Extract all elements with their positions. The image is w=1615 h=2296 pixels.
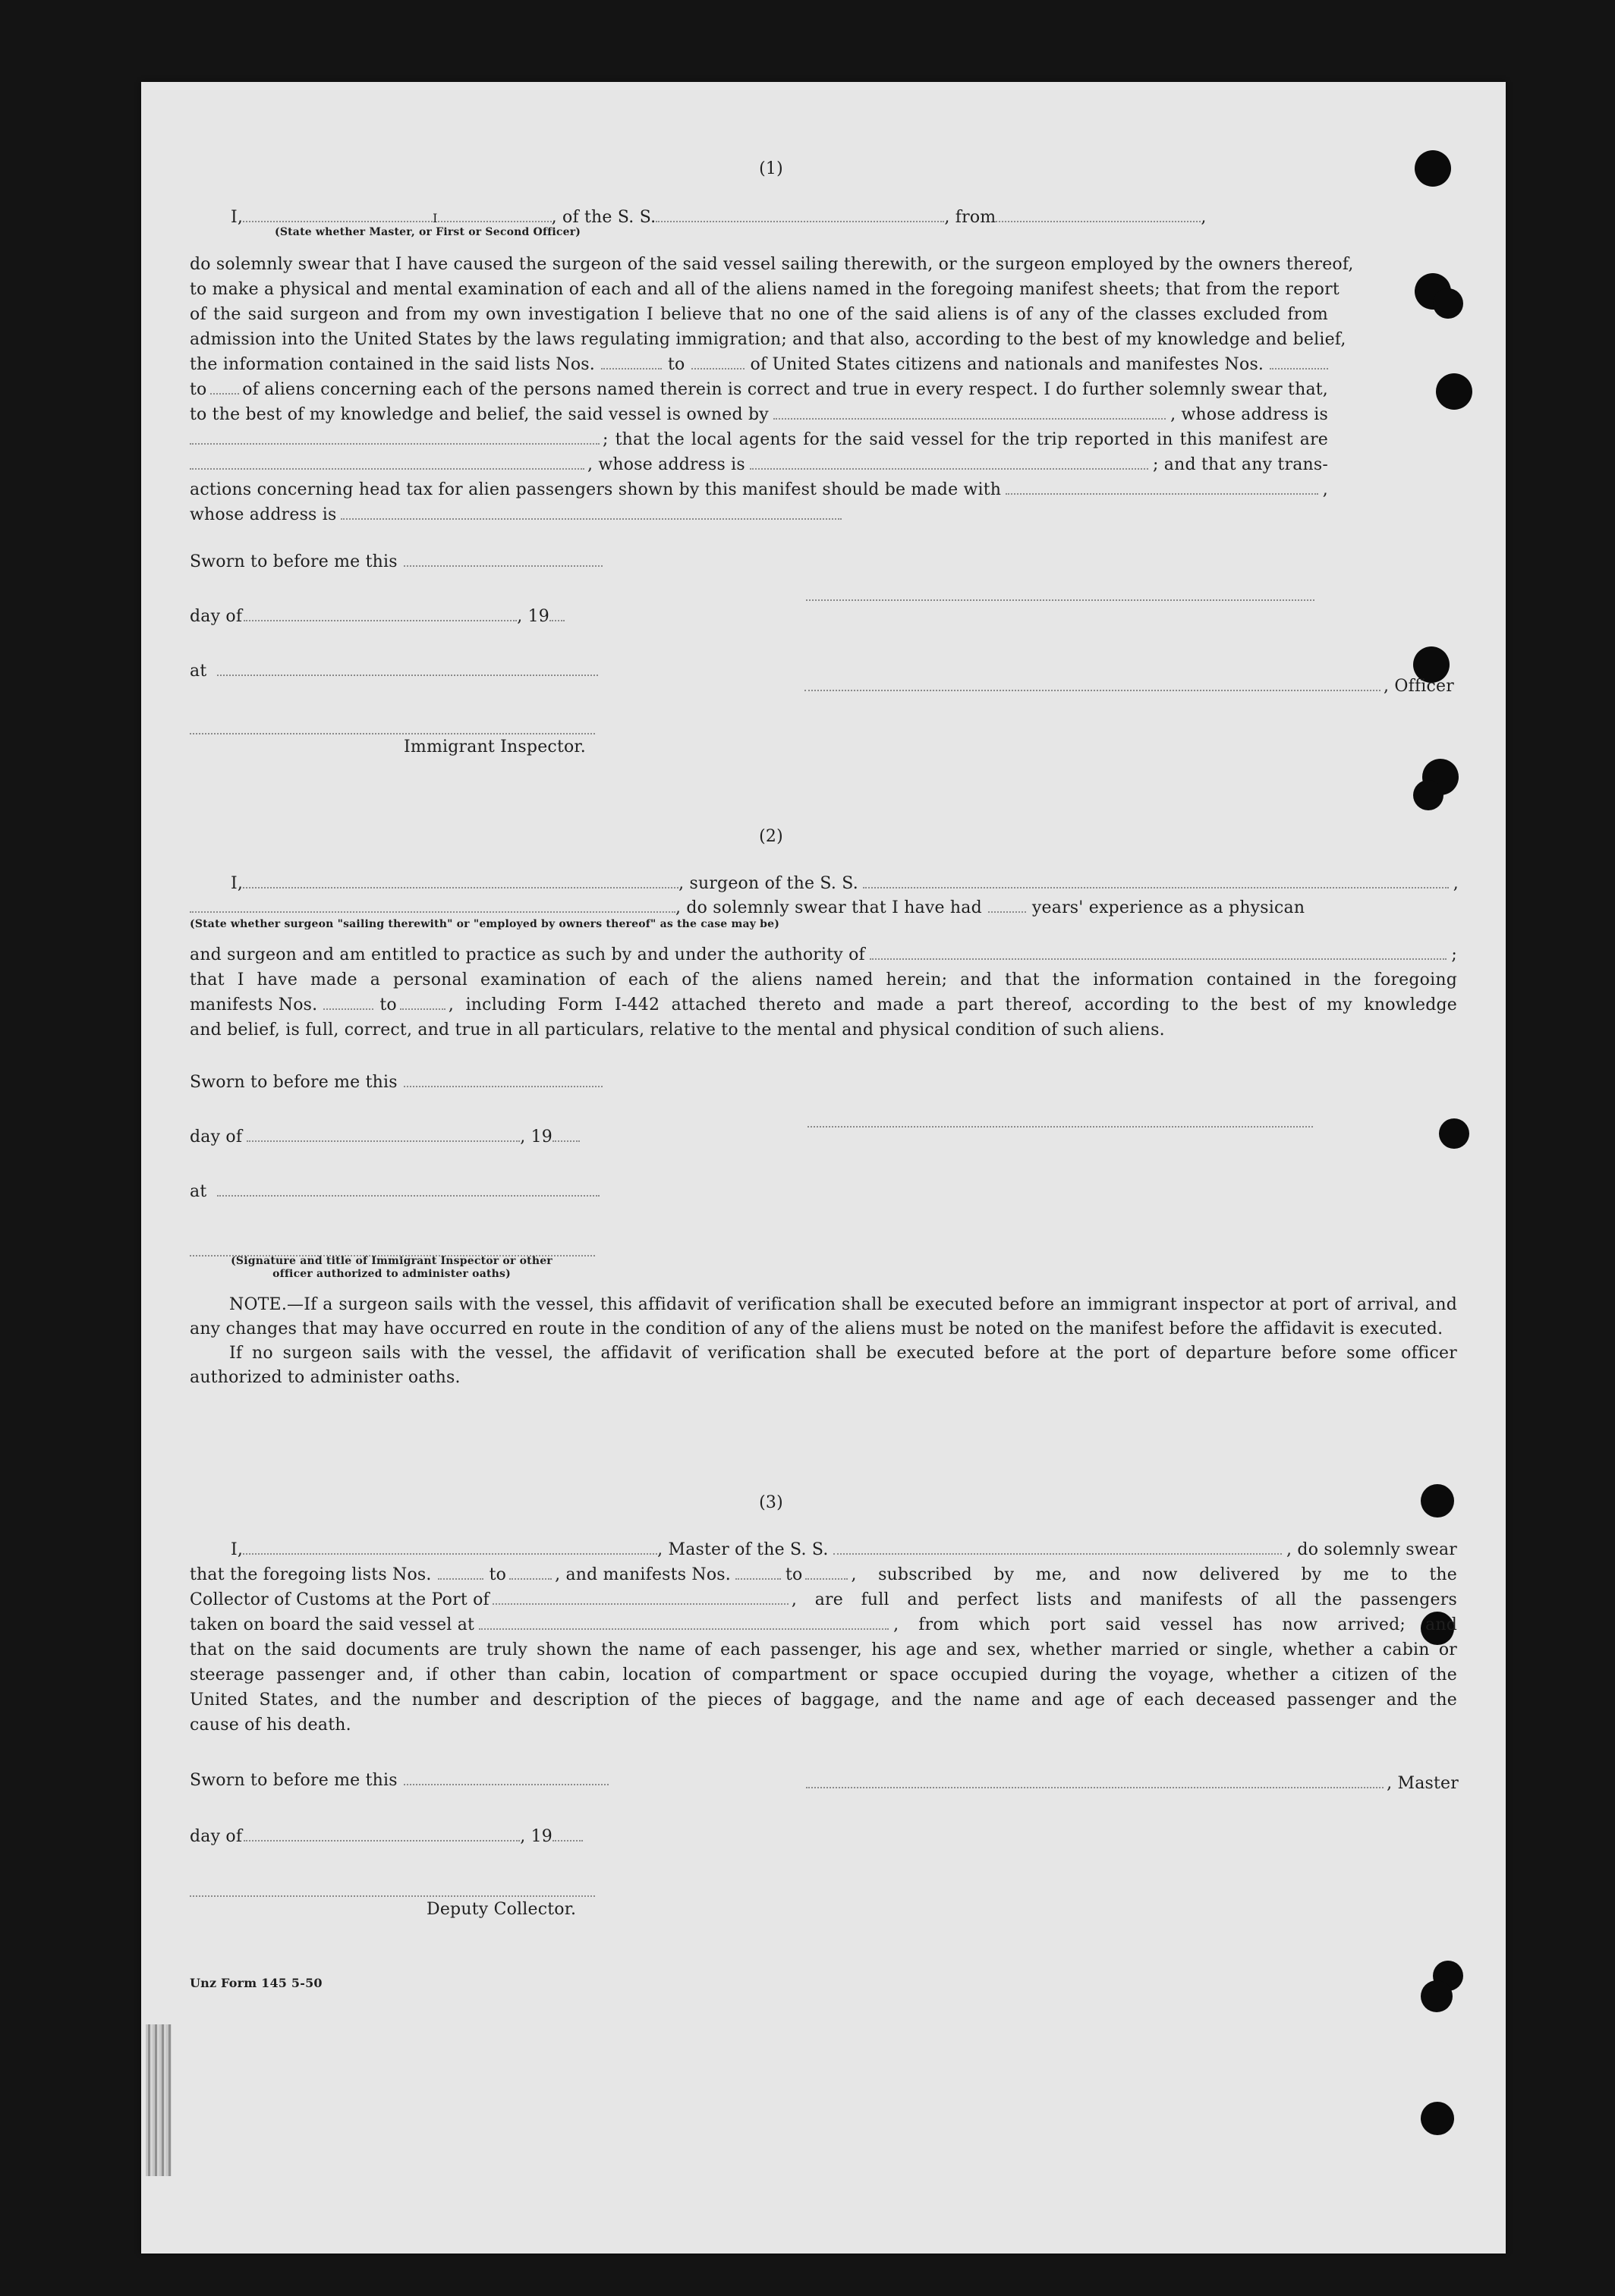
surgeon-vessel-field[interactable]: [863, 876, 1449, 889]
day-of-field-3[interactable]: [244, 1829, 520, 1842]
day-of-line-1: day of , 19: [190, 604, 565, 629]
sworn-line-3: Sworn to before me this: [190, 1768, 609, 1793]
note-paragraph-1: NOTE.—If a surgeon sails with the vessel, this affidavit of verification shall be executed before an immigrant inspector at port of arrival, and any changes that may have occurred en route in the condition of any of the aliens must be noted on the manifest before the affidavit is executed.: [190, 1295, 1457, 1338]
agents-field[interactable]: [190, 458, 584, 470]
surgeon-signature-line[interactable]: [808, 1124, 1313, 1128]
lists-from-field-3[interactable]: [438, 1568, 483, 1580]
section-3-body: [190, 1537, 1457, 1738]
day-of-field[interactable]: [244, 609, 517, 621]
body-line-addr: , whose address is ; and that any trans-: [190, 452, 1328, 477]
handwritten-mark: I: [433, 211, 438, 225]
body-line-head: actions concerning head tax for alien passengers shown by this manifest should be made with ,: [190, 480, 1328, 499]
boarding-port-field[interactable]: [479, 1618, 889, 1630]
surgeon-name-field[interactable]: [243, 876, 678, 889]
punch-hole: [1421, 1484, 1454, 1518]
section-2-line-1: I, , surgeon of the S. S. ,: [231, 874, 1459, 893]
section-2-number: (2): [759, 827, 783, 846]
at-place-field-2[interactable]: [217, 1184, 600, 1197]
manifests-to-field[interactable]: [210, 382, 240, 395]
section-1-body: [190, 252, 1354, 527]
vessel-name-field[interactable]: [656, 210, 944, 222]
body-line-owned: to the best of my knowledge and belief, the said vessel is owned by , whose address is: [190, 405, 1328, 424]
from-port-field[interactable]: [996, 210, 1201, 222]
at-line-1: at: [190, 659, 598, 684]
officer-signature-field[interactable]: [804, 679, 1380, 691]
body-line: United States, and the number and description of the pieces of baggage, and the name and age of each deceased passenger and the: [190, 1691, 1457, 1709]
master-signature-field[interactable]: [806, 1776, 1384, 1788]
label-of-ss: , of the S. S.: [551, 208, 656, 227]
officer-line: , Officer: [804, 674, 1454, 699]
punch-hole: [1421, 1980, 1453, 2012]
punch-hole: [1436, 373, 1472, 410]
year-field[interactable]: [549, 609, 565, 621]
day-of-field-2[interactable]: [247, 1130, 520, 1142]
authority-field[interactable]: [870, 948, 1447, 960]
form-sheet: [141, 82, 1506, 2254]
sworn-line-2: Sworn to before me this: [190, 1070, 603, 1095]
manifests-field[interactable]: [1270, 357, 1328, 370]
lists-to-field-3[interactable]: [509, 1568, 552, 1580]
body-line: admission into the United States by the laws regulating immigration; and that also, according to the best of my knowledge and belief,: [190, 330, 1346, 349]
punch-hole: [1421, 2102, 1454, 2135]
lists-to-field[interactable]: [691, 357, 745, 370]
owner-address-field[interactable]: [190, 432, 600, 445]
body-line: cause of his death.: [190, 1716, 351, 1735]
label-i: I,: [231, 208, 244, 227]
sworn-date-field-3[interactable]: [404, 1773, 609, 1785]
punch-hole: [1433, 288, 1463, 319]
section-1-number: (1): [759, 159, 783, 178]
section-3-line-3: Collector of Customs at the Port of , are full and perfect lists and manifests of all the passengers: [190, 1590, 1457, 1609]
day-of-line-3: day of , 19: [190, 1824, 583, 1849]
officer-name-field[interactable]: [243, 210, 433, 222]
body-line: that I have made a personal examination of each of the aliens named herein; and that the information contained in the foregoing: [190, 970, 1457, 989]
body-line-info: the information contained in the said lists Nos. to of United States citizens and nationals and manifestes Nos.: [190, 352, 1328, 377]
head-tax-field[interactable]: [1006, 483, 1318, 495]
form-number: Unz Form 145 5-50: [190, 1976, 323, 1990]
note-block: [190, 1293, 1457, 1390]
signature-note: (Signature and title of Immigrant Inspector or other officer authorized to administer oaths): [231, 1255, 552, 1280]
body-line: and belief, is full, correct, and true in all particulars, relative to the mental and physical condition of such aliens.: [190, 1021, 1165, 1039]
body-line: of the said surgeon and from my own investigation I believe that no one of the said aliens is of any of the classes excluded from: [190, 305, 1328, 324]
surgeon-type-field[interactable]: [190, 901, 675, 913]
owner-field[interactable]: [773, 407, 1166, 420]
lists-from-field[interactable]: [601, 357, 662, 370]
body-line: that on the said documents are truly shown the name of each passenger, his age and sex, whether married or single, whether a cabin or: [190, 1640, 1457, 1659]
body-line: steerage passenger and, if other than cabin, location of compartment or space occupied during the voyage, whether a citizen of the: [190, 1665, 1457, 1684]
binding-stub: [146, 2024, 172, 2176]
port-field[interactable]: [493, 1593, 789, 1605]
day-of-line-2: day of , 19: [190, 1124, 580, 1150]
officer-signature-line-a[interactable]: [806, 598, 1314, 601]
note-paragraph-2: If no surgeon sails with the vessel, the affidavit of verification shall be executed before at the port of departure before some officer authorized to administer oaths.: [190, 1344, 1457, 1387]
sworn-date-field-2[interactable]: [404, 1075, 603, 1087]
section-3-line-4: taken on board the said vessel at , from which port said vessel has now arrived; and: [190, 1615, 1457, 1634]
body-line-to: to of aliens concerning each of the persons named therein is correct and true in every respect. I do further solemnly swear that,: [190, 380, 1328, 399]
manifests-from-field-3[interactable]: [735, 1568, 781, 1580]
manifests-to-field-3[interactable]: [805, 1568, 848, 1580]
section-2-line-2: , do solemnly swear that I have had years' experience as a physican: [190, 895, 1456, 920]
section-3-line-2: that the foregoing lists Nos. to , and manifests Nos. to , subscribed by me, and now delivered by me to the: [190, 1565, 1457, 1584]
body-line-whose: whose address is: [190, 502, 1328, 527]
years-field[interactable]: [988, 901, 1026, 913]
section-1-line-1: I, I , of the S. S. , from ,: [231, 208, 1207, 227]
sworn-date-field[interactable]: [404, 555, 603, 567]
agents-address-field[interactable]: [750, 458, 1148, 470]
punch-hole: [1415, 150, 1451, 187]
body-line-manifests: manifests Nos. to , including Form I-442 attached thereto and made a part thereof, according to the best of my knowledge: [190, 995, 1457, 1014]
section-2-body: [190, 942, 1457, 1043]
body-line-authority: and surgeon and am entitled to practice as such by and under the authority of ;: [190, 945, 1457, 964]
head-tax-address-field[interactable]: [341, 508, 842, 520]
punch-hole: [1413, 780, 1443, 810]
sworn-line-1: Sworn to before me this: [190, 549, 603, 574]
deputy-collector-label: Deputy Collector.: [427, 1900, 577, 1919]
label-from: , from: [944, 208, 996, 227]
surgeon-note: (State whether surgeon "sailing therewith" or "employed by owners thereof" as the case may be): [190, 918, 780, 930]
at-line-2: at: [190, 1179, 600, 1204]
master-vessel-field[interactable]: [833, 1543, 1282, 1555]
manifests-from-field[interactable]: [323, 998, 373, 1010]
master-line: , Master: [806, 1771, 1459, 1796]
at-place-field[interactable]: [217, 664, 598, 676]
officer-name-field-2[interactable]: [438, 210, 552, 222]
section-3-line-1: I, , Master of the S. S. , do solemnly swear: [231, 1540, 1457, 1559]
manifests-to-field-2[interactable]: [400, 998, 445, 1010]
officer-note: (State whether Master, or First or Second Officer): [275, 226, 581, 238]
section-3-number: (3): [759, 1493, 783, 1512]
master-name-field[interactable]: [243, 1543, 657, 1555]
body-line: to make a physical and mental examination of each and all of the aliens named in the foregoing manifest sheets; that from the report: [190, 280, 1340, 299]
immigrant-inspector-label: Immigrant Inspector.: [404, 738, 586, 756]
year-field-3[interactable]: [552, 1829, 583, 1842]
year-field-2[interactable]: [552, 1130, 580, 1142]
body-line-agents: ; that the local agents for the said vessel for the trip reported in this manifest are: [190, 427, 1328, 452]
punch-hole: [1439, 1118, 1469, 1149]
body-line: do solemnly swear that I have caused the surgeon of the said vessel sailing therewith, or the surgeon employed by the owners thereof,: [190, 255, 1354, 274]
